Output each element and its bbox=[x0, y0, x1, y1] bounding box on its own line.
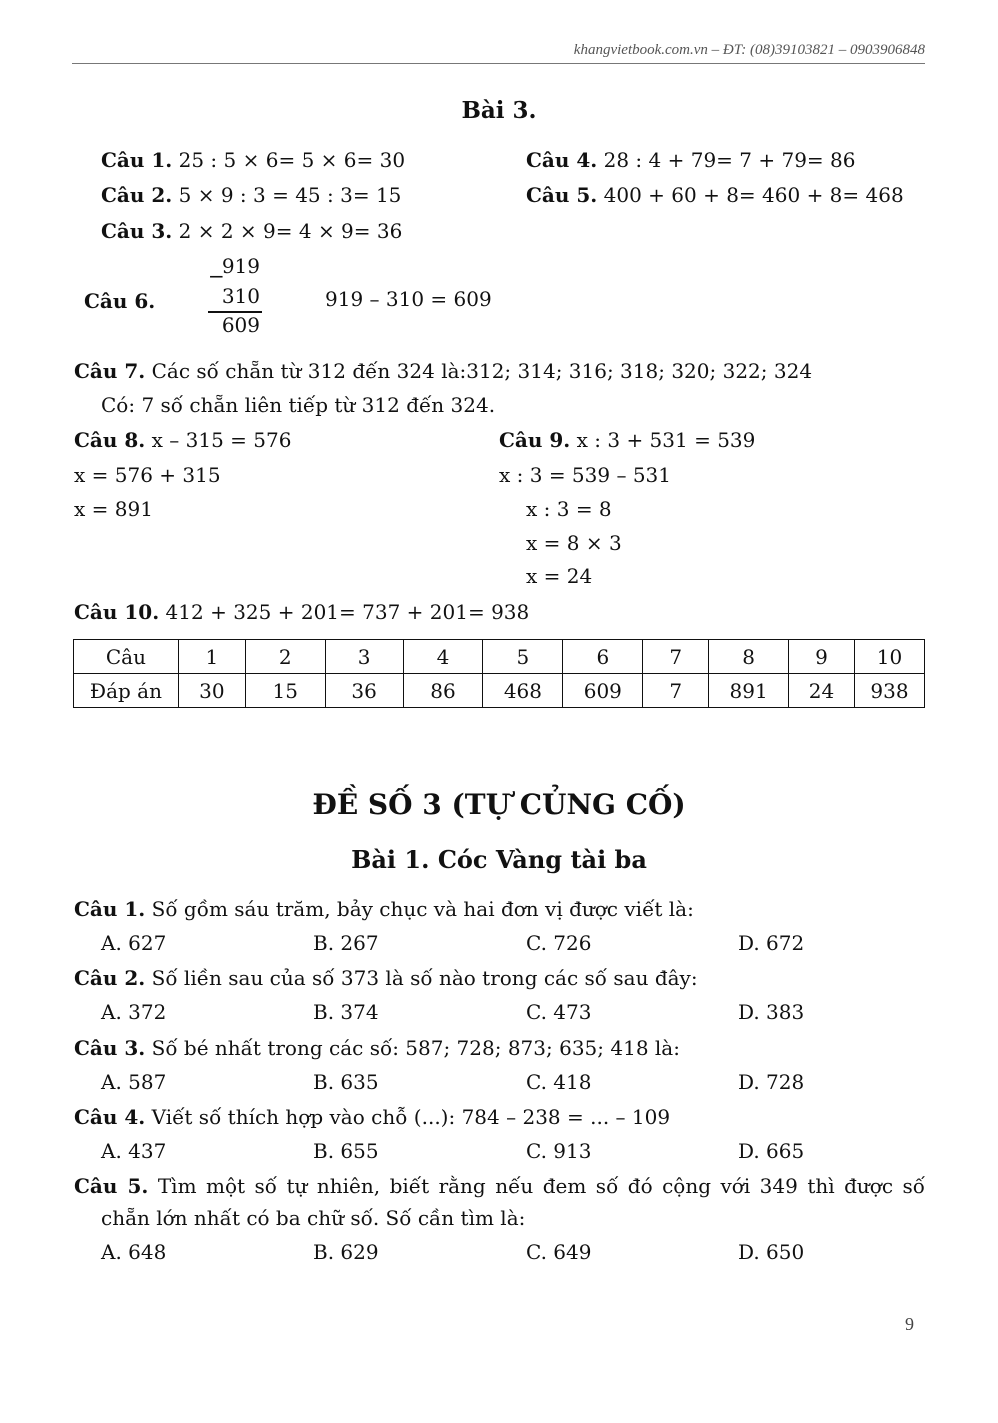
table-cell: 4 bbox=[403, 640, 483, 674]
option-d: D. 665 bbox=[738, 1139, 805, 1163]
vsub-top: 919 bbox=[221, 254, 260, 278]
bai3-q2: Câu 2. 5 × 9 : 3 = 45 : 3= 15 bbox=[101, 183, 402, 207]
table-cell: 468 bbox=[483, 674, 563, 708]
bai3-q6-equation: 919 – 310 = 609 bbox=[325, 287, 492, 311]
option-a: A. 648 bbox=[101, 1240, 167, 1264]
option-a: A. 627 bbox=[101, 931, 167, 955]
table-cell: 609 bbox=[563, 674, 643, 708]
option-c: C. 649 bbox=[526, 1240, 592, 1264]
section-title-bai3: Bài 3. bbox=[461, 97, 537, 124]
bai3-q4: Câu 4. 28 : 4 + 79= 7 + 79= 86 bbox=[526, 148, 856, 172]
table-header-cell: Đáp án bbox=[74, 674, 179, 708]
table-cell: 30 bbox=[178, 674, 245, 708]
option-d: D. 650 bbox=[738, 1240, 805, 1264]
bai3-q9: Câu 9. x : 3 + 531 = 539 bbox=[499, 428, 756, 452]
bai3-q3: Câu 3. 2 × 2 × 9= 4 × 9= 36 bbox=[101, 219, 403, 243]
bai3-q8-line3: x = 891 bbox=[74, 497, 153, 521]
option-c: C. 473 bbox=[526, 1000, 592, 1024]
bai3-q6-label: Câu 6. bbox=[84, 289, 156, 313]
bai3-q5: Câu 5. 400 + 60 + 8= 460 + 8= 468 bbox=[526, 183, 904, 207]
table-cell: 7 bbox=[643, 674, 709, 708]
bai3-q10: Câu 10. 412 + 325 + 201= 737 + 201= 938 bbox=[74, 600, 530, 624]
header-divider bbox=[72, 63, 925, 64]
table-cell: 10 bbox=[854, 640, 924, 674]
bai3-q9-line3: x : 3 = 8 bbox=[526, 497, 612, 521]
option-b: B. 635 bbox=[313, 1070, 379, 1094]
de3-q5-line2: chẵn lớn nhất có ba chữ số. Số cần tìm là: bbox=[101, 1206, 526, 1230]
answer-table bbox=[73, 639, 925, 708]
table-cell: 86 bbox=[403, 674, 483, 708]
option-b: B. 655 bbox=[313, 1139, 379, 1163]
option-a: A. 437 bbox=[101, 1139, 167, 1163]
option-b: B. 374 bbox=[313, 1000, 379, 1024]
table-cell: 36 bbox=[325, 674, 403, 708]
option-c: C. 418 bbox=[526, 1070, 592, 1094]
table-cell: 6 bbox=[563, 640, 643, 674]
table-cell: 1 bbox=[178, 640, 245, 674]
option-d: D. 383 bbox=[738, 1000, 805, 1024]
table-cell: 8 bbox=[709, 640, 789, 674]
vsub-minus: − bbox=[208, 264, 225, 288]
table-cell: 24 bbox=[789, 674, 855, 708]
bai3-q9-line5: x = 24 bbox=[526, 564, 593, 588]
bai3-q1: Câu 1. 25 : 5 × 6= 5 × 6= 30 bbox=[101, 148, 406, 172]
vsub-bottom: 310 bbox=[221, 284, 260, 308]
table-header-cell: Câu bbox=[74, 640, 179, 674]
de3-q2: Câu 2. Số liền sau của số 373 là số nào trong các số sau đây: bbox=[74, 966, 698, 990]
table-cell: 5 bbox=[483, 640, 563, 674]
table-cell: 9 bbox=[789, 640, 855, 674]
table-cell: 3 bbox=[325, 640, 403, 674]
option-b: B. 629 bbox=[313, 1240, 379, 1264]
section-title-bai1: Bài 1. Cóc Vàng tài ba bbox=[351, 845, 647, 874]
page-header: khangvietbook.com.vn – ĐT: (08)39103821 – 0903906848 bbox=[573, 42, 925, 58]
table-cell: 7 bbox=[643, 640, 709, 674]
table-row bbox=[74, 640, 925, 674]
table-cell: 891 bbox=[709, 674, 789, 708]
de3-q3: Câu 3. Số bé nhất trong các số: 587; 728; 873; 635; 418 là: bbox=[74, 1036, 680, 1060]
bai3-q9-line4: x = 8 × 3 bbox=[526, 531, 622, 555]
table-row bbox=[74, 674, 925, 708]
option-c: C. 726 bbox=[526, 931, 592, 955]
bai3-q8-line2: x = 576 + 315 bbox=[74, 463, 221, 487]
option-d: D. 728 bbox=[738, 1070, 805, 1094]
table-cell: 2 bbox=[245, 640, 325, 674]
bai3-q7-line2: Có: 7 số chẵn liên tiếp từ 312 đến 324. bbox=[101, 393, 496, 417]
table-cell: 15 bbox=[245, 674, 325, 708]
bai3-q9-line2: x : 3 = 539 – 531 bbox=[499, 463, 671, 487]
option-a: A. 587 bbox=[101, 1070, 167, 1094]
option-c: C. 913 bbox=[526, 1139, 592, 1163]
bai3-q7: Câu 7. Các số chẵn từ 312 đến 324 là:312; 314; 316; 318; 320; 322; 324 bbox=[74, 359, 813, 383]
table-cell: 938 bbox=[854, 674, 924, 708]
option-b: B. 267 bbox=[313, 931, 379, 955]
de3-q1: Câu 1. Số gồm sáu trăm, bảy chục và hai đơn vị được viết là: bbox=[74, 897, 694, 921]
option-d: D. 672 bbox=[738, 931, 805, 955]
bai3-q8: Câu 8. x – 315 = 576 bbox=[74, 428, 292, 452]
de3-q4: Câu 4. Viết số thích hợp vào chỗ (...): 784 – 238 = ... – 109 bbox=[74, 1105, 671, 1129]
de3-q5: Câu 5. Tìm một số tự nhiên, biết rằng nếu đem số đó cộng với 349 thì được số bbox=[74, 1174, 925, 1198]
page-number: 9 bbox=[905, 1314, 914, 1334]
vsub-result: 609 bbox=[221, 313, 260, 337]
exam-title: ĐỀ SỐ 3 (TỰ CỦNG CỐ) bbox=[312, 788, 686, 821]
option-a: A. 372 bbox=[101, 1000, 167, 1024]
